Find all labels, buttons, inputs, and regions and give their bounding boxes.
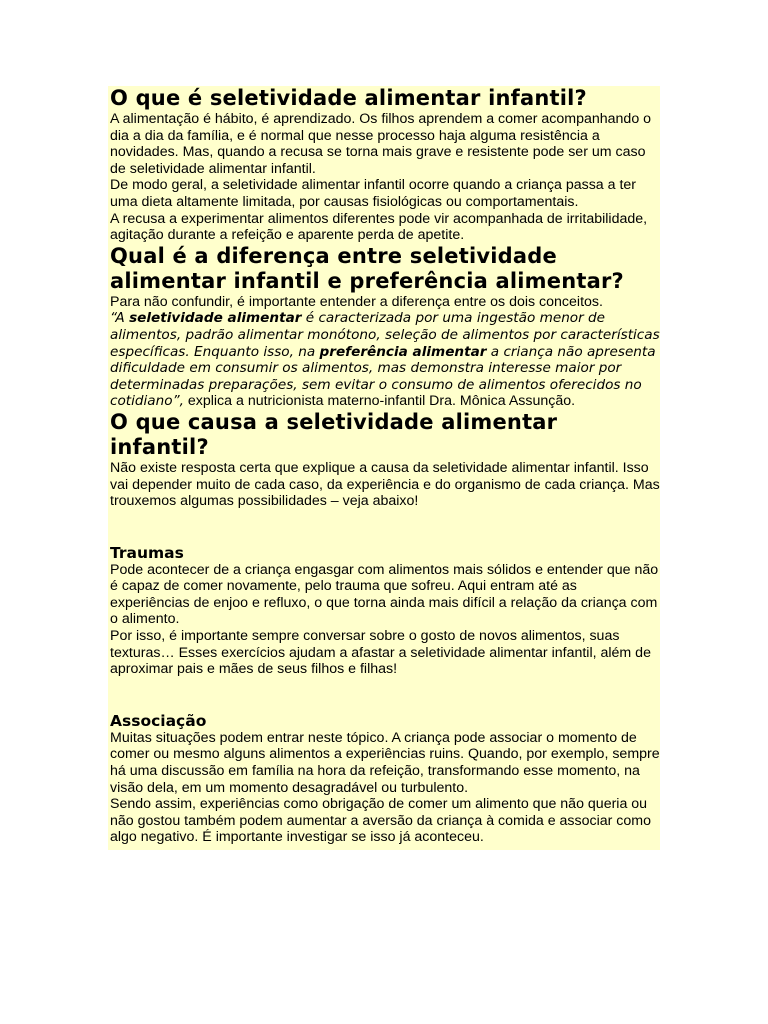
document-page [108,86,660,850]
heading-difference: Qual é a diferença entre seletividade alimentar infantil e preferência alimentar? [110,243,624,293]
paragraph: A alimentação é hábito, é aprendizado. Os filhos aprendem a comer acompanhando o dia a dia da família, e é normal que nesse processo haja alguma resistência a novidades. Mas, quando a recusa se torna mais grave e resistente pode ser um caso de seletividade alimentar infantil. [110,111,652,177]
heading-what-is-selectivity: O que é seletividade alimentar infantil? [110,86,587,110]
paragraph: Por isso, é importante sempre conversar sobre o gosto de novos alimentos, suas texturas… Esses exercícios ajudam a afastar a seletividade alimentar infantil, além de aproximar pais e mães de seus filhos e filhas! [110,628,651,678]
spacer [110,678,660,712]
paragraph: Para não confundir, é importante entender a diferença entre os dois conceitos. [110,293,603,310]
subheading-associacao: Associação [110,711,207,730]
quote-emphasis: preferência alimentar [319,343,487,360]
quote-attribution: explica a nutricionista materno-infantil Dra. Mônica Assunção. [183,393,576,410]
expert-quote [110,310,660,410]
spacer [110,510,660,544]
quote-text: é caracterizada por uma ingestão menor de alimentos, padrão alimentar monótono, seleção de alimentos por características específicas. Enquanto isso, na [110,310,660,360]
quote-text: “A [110,310,130,327]
paragraph: A recusa a experimentar alimentos diferentes pode vir acompanhada de irritabilidade, agitação durante a refeição e aparente perda de apetite. [110,210,648,244]
paragraph: De modo geral, a seletividade alimentar infantil ocorre quando a criança passa a ter uma dieta altamente limitada, por causas fisiológicas ou comportamentais. [110,177,637,210]
heading-causes: O que causa a seletividade alimentar infantil? [110,409,558,459]
quote-emphasis: seletividade alimentar [129,310,302,327]
subheading-traumas: Traumas [110,543,184,562]
paragraph: Pode acontecer de a criança engasgar com alimentos mais sólidos e entender que não é capaz de comer novamente, pelo trauma que sofreu. Aqui entram até as experiências de enjoo e refluxo, o que torna ainda mais difícil a relação da criança com o alimento. [110,561,659,628]
quote-text: a criança não apresenta dificuldade em consumir os alimentos, mas demonstra interesse maior por determinadas preparações, sem evitar o consumo de alimentos oferecidos no cotidiano”, [110,343,656,410]
paragraph: Não existe resposta certa que explique a causa da seletividade alimentar infantil. Isso vai depender muito de cada caso, da experiência e do organismo de cada criança. Mas trouxemos algumas possibilidades – veja abaixo! [110,459,660,510]
paragraph: Muitas situações podem entrar neste tópico. A criança pode associar o momento de comer ou mesmo alguns alimentos a experiências ruins. Quando, por exemplo, sempre há uma discussão em família na hora da refeição, transformando esse momento, na visão dela, em um momento desagradável ou turbulento. [110,729,660,796]
paragraph: Sendo assim, experiências como obrigação de comer um alimento que não queria ou não gostou também podem aumentar a aversão da criança à comida e associar como algo negativo. É importante investigar se isso já aconteceu. [110,796,651,846]
